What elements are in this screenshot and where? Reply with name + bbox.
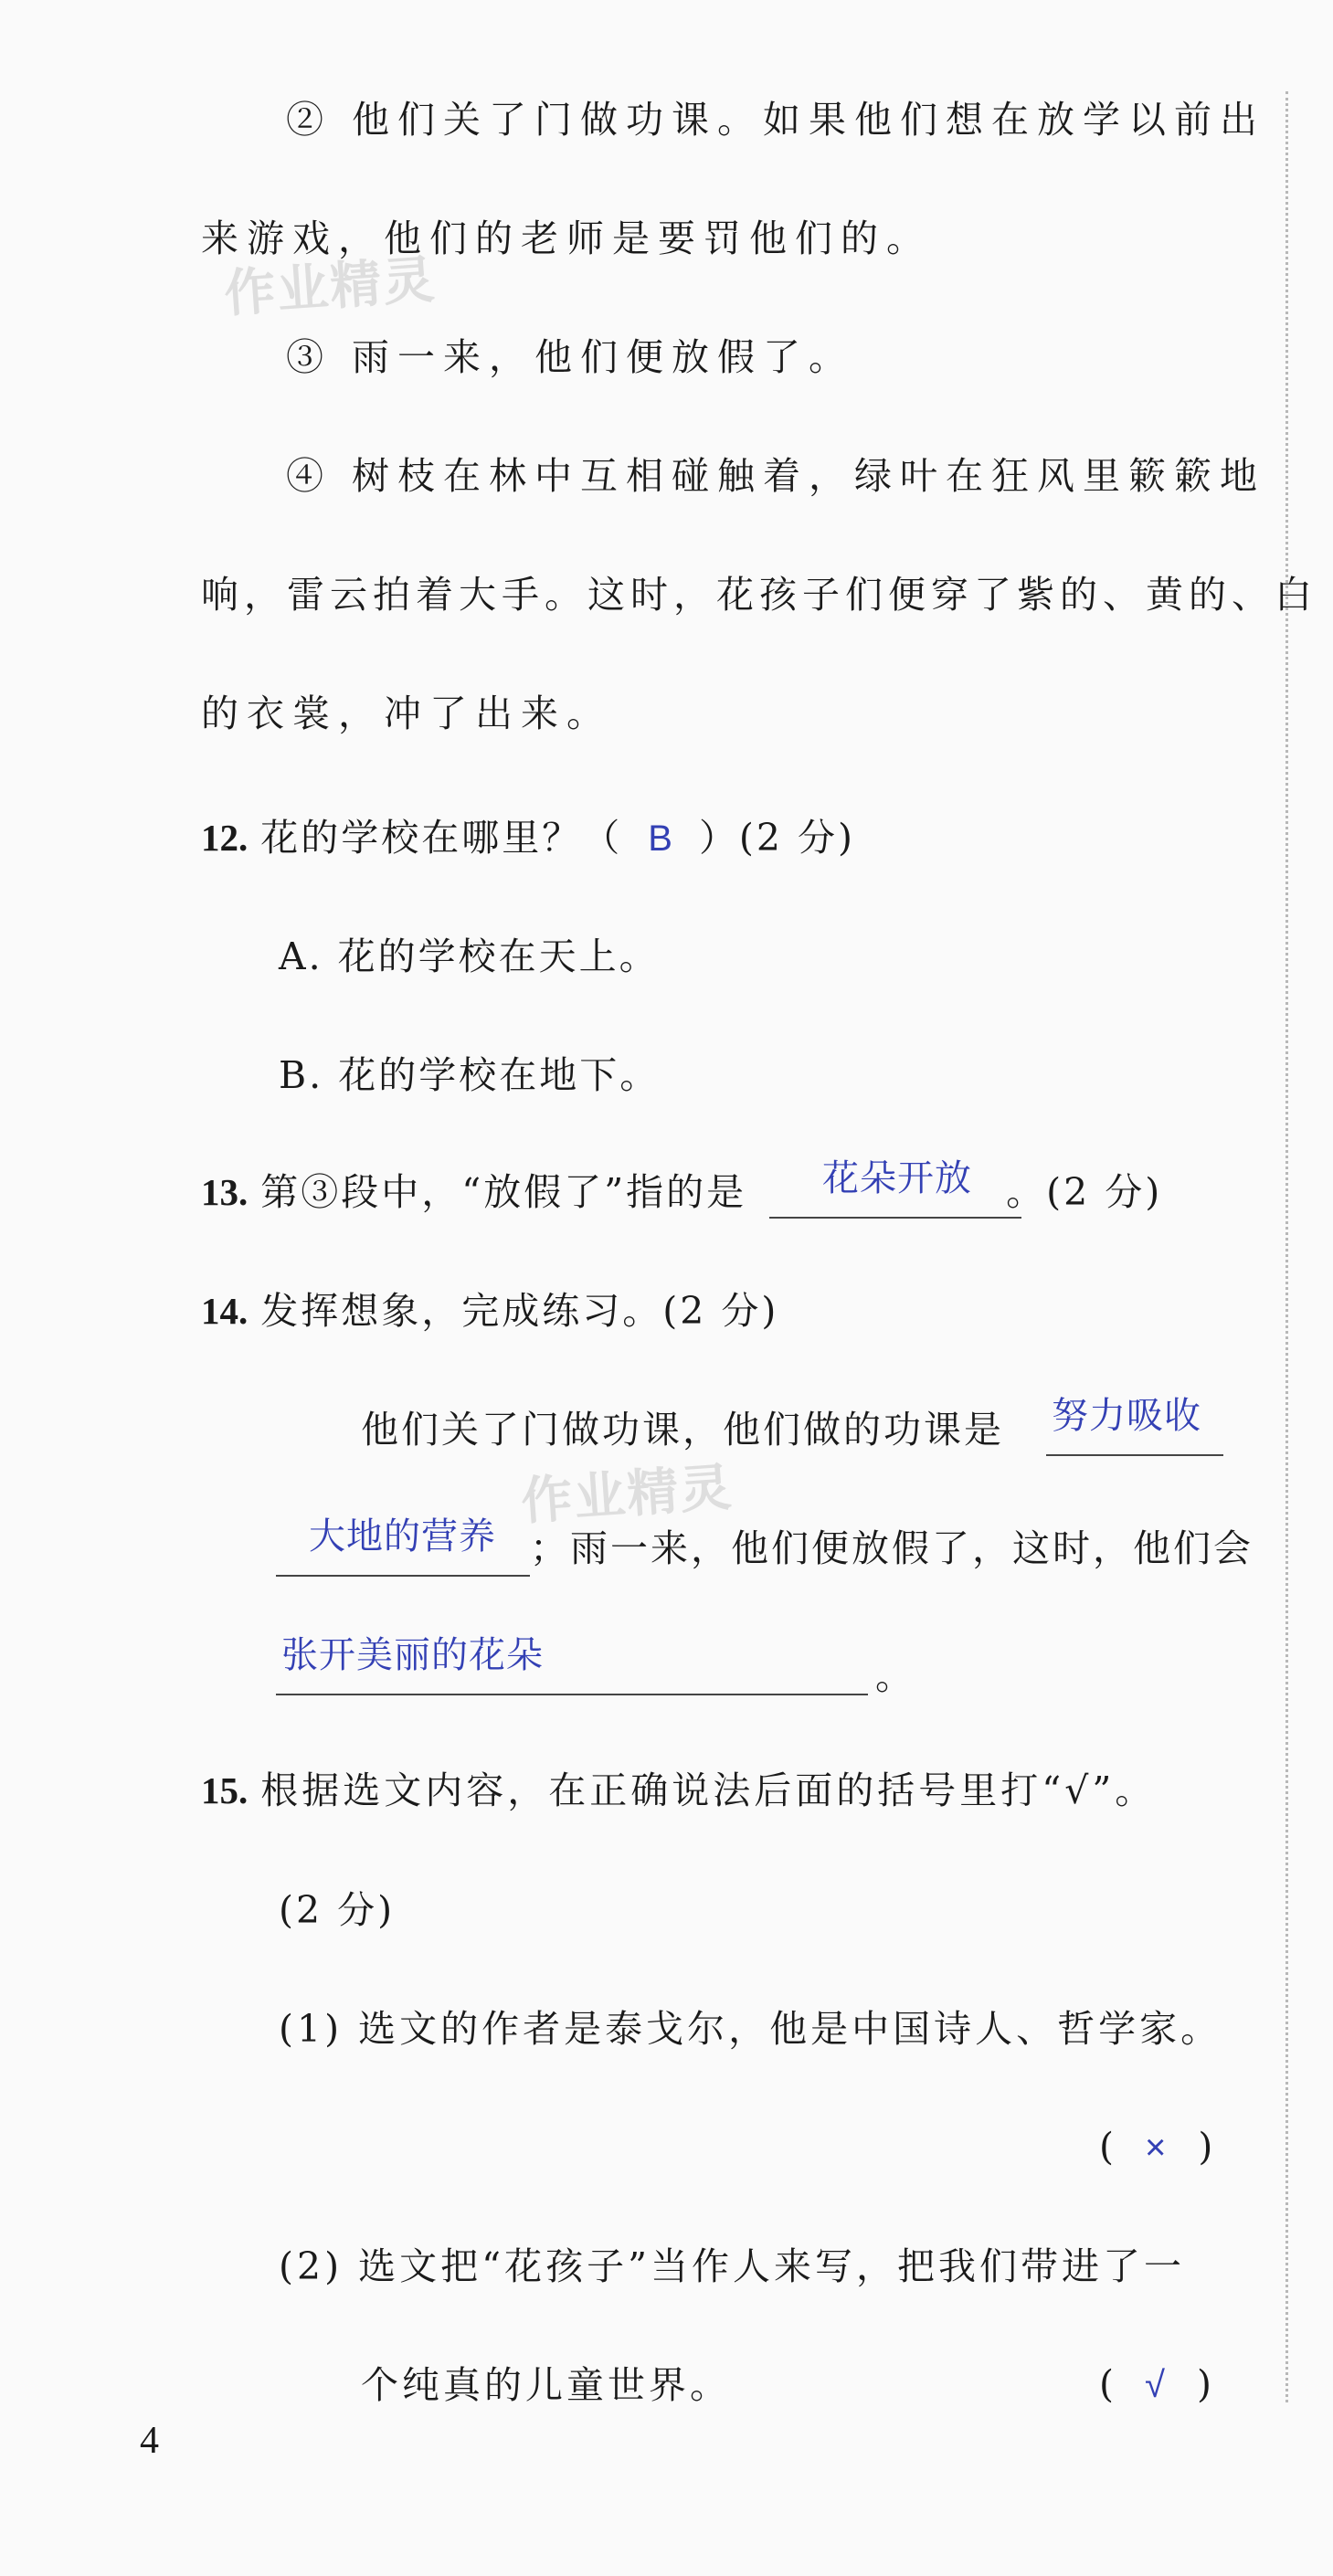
option-a: A. 花的学校在天上。 — [279, 934, 660, 978]
statement-2-line-1: (2) 选文把“花孩子”当作人来写，把我们带进了一 — [279, 2244, 1186, 2288]
question-number: 13. — [201, 1171, 249, 1213]
answer-text: 张开美丽的花朵 — [281, 1635, 544, 1675]
statement-1-judgment: ( × ) — [1099, 2125, 1213, 2169]
passage-paragraph-4-line-2: 响，雷云拍着大手。这时，花孩子们便穿了紫的、黄的、白 — [201, 573, 1317, 617]
answer-text: 花朵开放 — [822, 1158, 972, 1198]
question-number: 14. — [201, 1290, 249, 1332]
question-14 — [201, 1283, 778, 1338]
question-text: 第③段中，“放假了”指的是 — [260, 1170, 747, 1214]
passage-paragraph-3-line-1: ③ 雨一来，他们便放假了。 — [286, 335, 855, 379]
question-15-score: (2 分) — [279, 1888, 396, 1932]
q14-line-3-tail: 。 — [875, 1654, 915, 1698]
option-b: B. 花的学校在地下。 — [279, 1053, 661, 1097]
question-text: 花的学校在哪里？（ — [260, 816, 623, 860]
question-score: 。(2 分) — [1006, 1170, 1163, 1214]
q14-line-1: 他们关了门做功课，他们做的功课是 — [361, 1408, 1004, 1452]
question-15 — [201, 1763, 1156, 1818]
answer-blank — [276, 1516, 530, 1577]
margin-dotted-rule — [1285, 91, 1288, 2402]
answer-blank — [1046, 1396, 1223, 1456]
watermark: 作业精灵 — [519, 1457, 735, 1531]
passage-paragraph-2-line-1: ② 他们关了门做功课。如果他们想在放学以前出 — [286, 98, 1266, 142]
question-text: 根据选文内容，在正确说法后面的括号里打“√”。 — [260, 1768, 1157, 1812]
passage-paragraph-2-line-2: 来游戏，他们的老师是要罚他们的。 — [201, 216, 932, 260]
answer-choice: B — [648, 818, 673, 859]
answer-text: 努力吸收 — [1052, 1396, 1201, 1436]
judgment-mark: × — [1145, 2127, 1168, 2168]
question-12 — [201, 810, 855, 866]
judgment-mark: √ — [1145, 2365, 1166, 2405]
question-number: 15. — [201, 1769, 249, 1811]
page-number: 4 — [140, 2420, 159, 2462]
answer-blank — [276, 1635, 868, 1695]
statement-1: (1) 选文的作者是泰戈尔，他是中国诗人、哲学家。 — [279, 2007, 1222, 2051]
passage-paragraph-4-line-3: 的衣裳，冲了出来。 — [201, 692, 612, 735]
question-number: 12. — [201, 817, 249, 859]
answer-blank — [769, 1158, 1021, 1219]
watermark: 作业精灵 — [222, 249, 439, 323]
question-text: 发挥想象，完成练习。(2 分) — [260, 1289, 779, 1333]
answer-text: 大地的营养 — [309, 1516, 496, 1557]
q14-line-2: ；雨一来，他们便放假了，这时，他们会 — [530, 1526, 1254, 1570]
passage-paragraph-4-line-1: ④ 树枝在林中互相碰触着，绿叶在狂风里簌簌地 — [286, 454, 1266, 498]
question-score: ）(2 分) — [698, 816, 856, 860]
statement-2-line-2: 个纯真的儿童世界。 — [361, 2363, 731, 2407]
statement-2-judgment: ( √ ) — [1099, 2362, 1211, 2406]
